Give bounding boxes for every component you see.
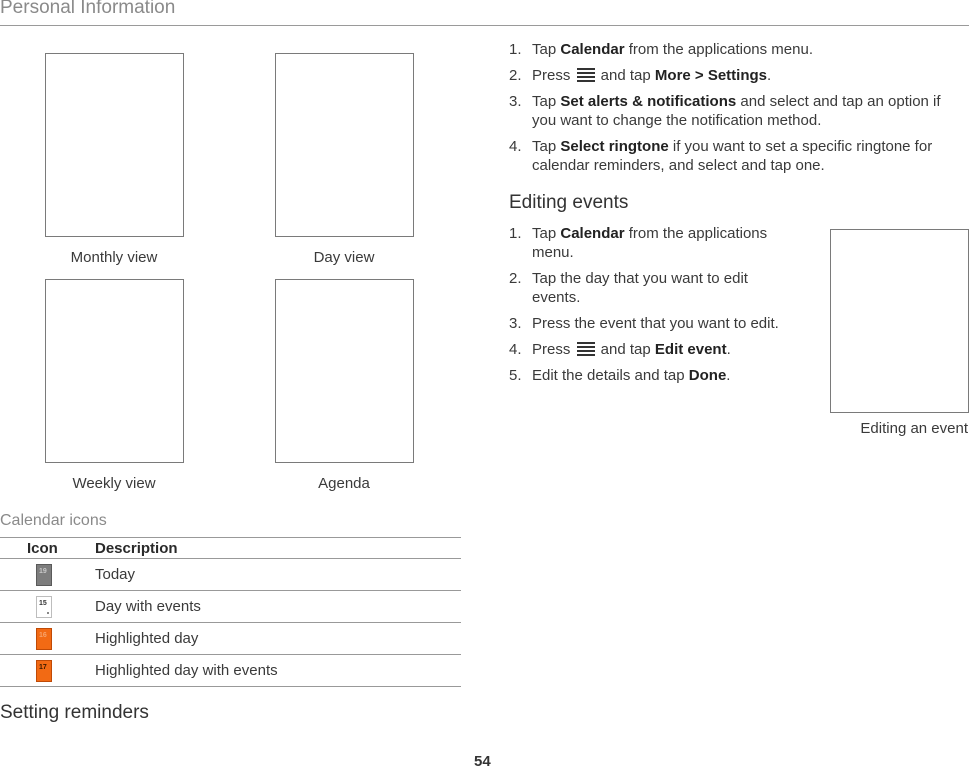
editing-event-image (830, 229, 969, 413)
list-item: 3. Press the event that you want to edit. (509, 315, 779, 332)
table-row (0, 655, 461, 687)
calendar-highlighted-day-with-events-icon: 17 (36, 660, 52, 682)
icon-description: Today (95, 559, 461, 591)
calendar-icons-heading: Calendar icons (0, 512, 107, 529)
menu-icon (577, 342, 595, 356)
day-view-image (275, 53, 414, 237)
reminder-steps (509, 40, 967, 175)
list-item: 2. Tap the day that you want to edit events. (509, 270, 748, 306)
list-item: 5. Edit the details and tap Done. (509, 367, 731, 384)
icon-description: Highlighted day with events (95, 655, 461, 687)
menu-icon (577, 68, 595, 82)
weekly-view-image (45, 279, 184, 463)
header-rule (0, 25, 969, 26)
table-header-row (0, 538, 461, 559)
icon-description: Day with events (95, 591, 461, 623)
monthly-view-caption: Monthly view (70, 249, 158, 266)
agenda-caption: Agenda (318, 475, 370, 492)
calendar-day-with-events-icon: 15 (36, 596, 52, 618)
calendar-today-icon: 19 (36, 564, 52, 586)
agenda-image (275, 279, 414, 463)
list-item: 4. Press and tap Edit event. (509, 341, 731, 358)
page-number: 54 (474, 753, 491, 770)
monthly-view-image (45, 53, 184, 237)
list-item: 1. Tap Calendar from the applications menu. (509, 41, 813, 58)
calendar-highlighted-day-icon: 16 (36, 628, 52, 650)
list-item: 3. Tap Set alerts & notifications and select and tap an option if you want to change the notification method. (509, 93, 941, 129)
editing-event-caption: Editing an event (860, 420, 968, 437)
section-title: Personal Information (0, 0, 176, 18)
table-row (0, 559, 461, 591)
weekly-view-caption: Weekly view (72, 475, 156, 492)
table-row (0, 623, 461, 655)
calendar-icons-table (0, 537, 461, 687)
editing-steps (509, 224, 794, 385)
list-item: 2. Press and tap More > Settings. (509, 67, 772, 84)
list-item: 4. Tap Select ringtone if you want to set a specific ringtone for calendar reminders, and select and tap one. (509, 138, 933, 174)
editing-events-heading: Editing events (509, 192, 629, 213)
list-item: 1. Tap Calendar from the applications menu. (509, 225, 768, 261)
table-row (0, 591, 461, 623)
icon-column-header: Icon (0, 538, 95, 559)
icon-description: Highlighted day (95, 623, 461, 655)
description-column-header: Description (95, 538, 461, 559)
day-view-caption: Day view (313, 249, 375, 266)
setting-reminders-heading: Setting reminders (0, 702, 149, 723)
